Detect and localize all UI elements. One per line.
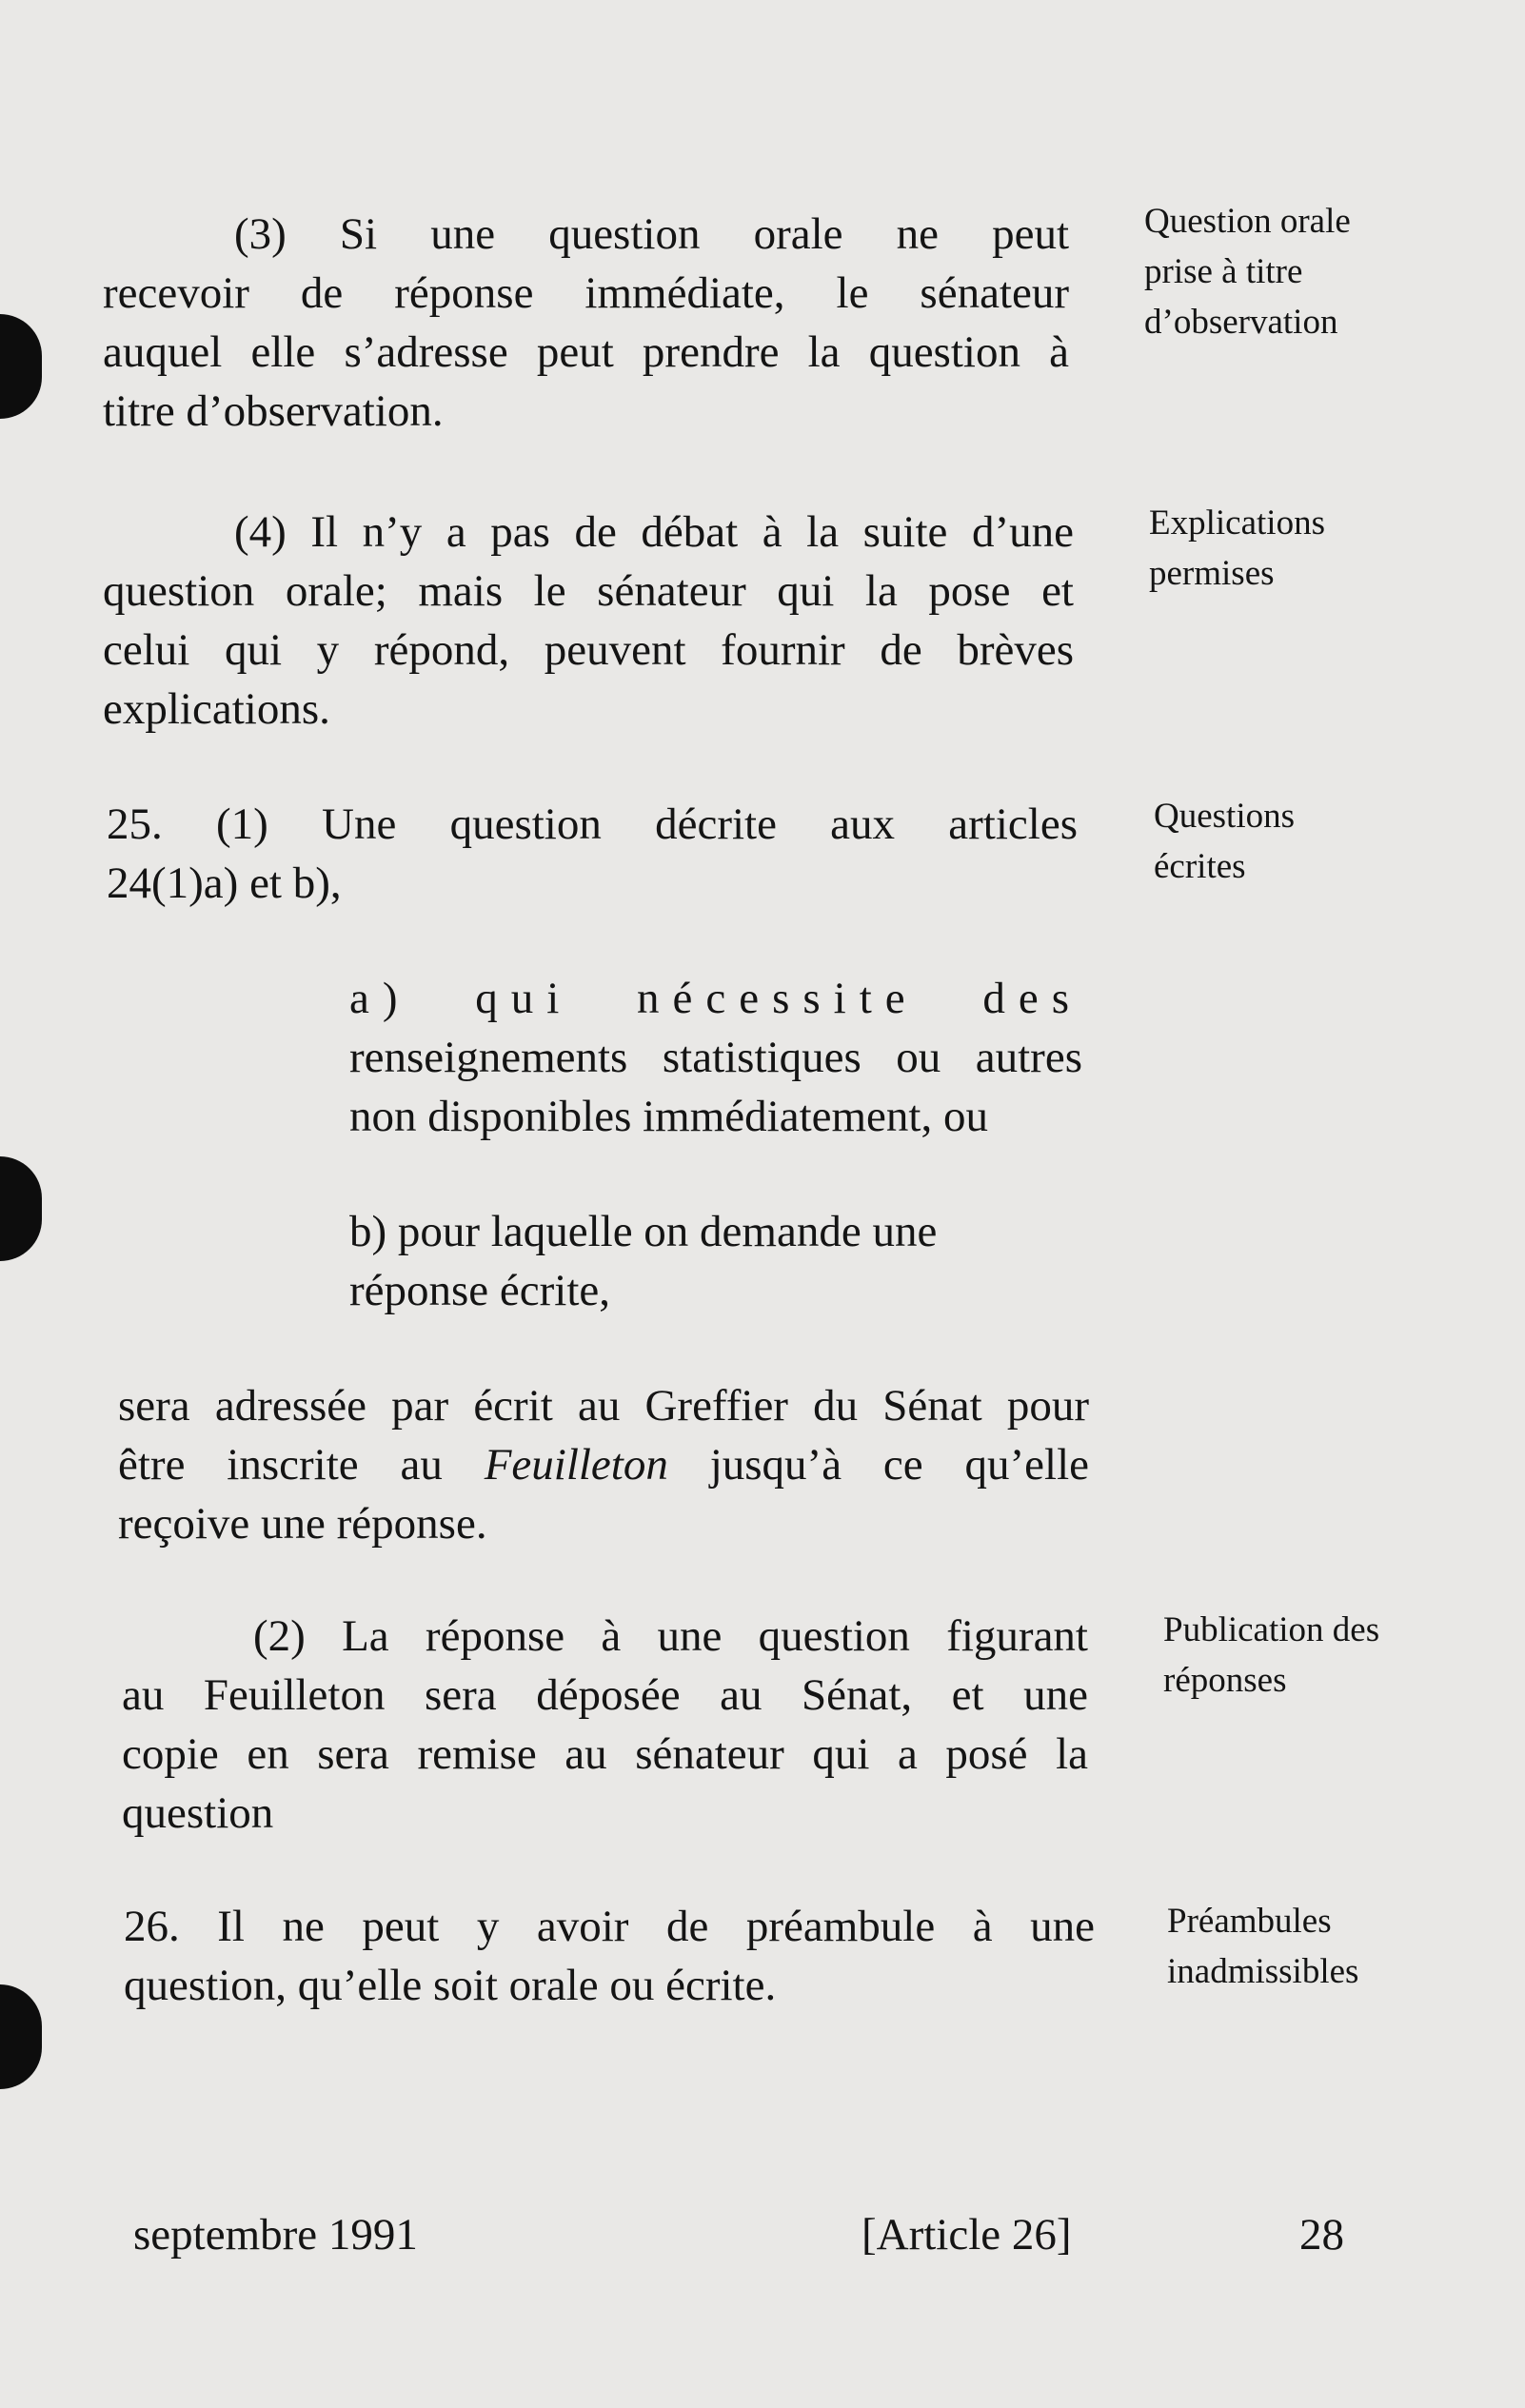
margin-note-line: écrites — [1154, 847, 1246, 886]
text-line: 26. Il ne peut y avoir de préambule à une — [124, 1902, 1095, 1951]
margin-note-line: d’observation — [1144, 303, 1338, 342]
paragraph-25-1-a — [349, 969, 1082, 1146]
text-line: explications. — [103, 684, 330, 734]
text-line: renseignements statistiques ou autres — [349, 1033, 1082, 1082]
binder-hole — [0, 1156, 42, 1261]
margin-note-line: prise à titre — [1144, 252, 1303, 291]
paragraph-26 — [124, 1897, 1095, 2015]
text-line — [118, 1435, 1089, 1494]
paragraph-24-3 — [103, 205, 1069, 441]
footer-page-number: 28 — [1299, 2210, 1344, 2260]
text-line: celui qui y répond, peuvent fournir de brèves — [103, 625, 1074, 675]
margin-note-line: Questions — [1154, 797, 1295, 836]
emphasis-feuilleton: Feuilleton — [484, 1440, 668, 1490]
paragraph-25-1-closing — [118, 1376, 1089, 1553]
margin-note-publication — [1163, 1605, 1379, 1706]
text-line: titre d’observation. — [103, 386, 444, 436]
text-line: non disponibles immédiatement, ou — [349, 1092, 988, 1141]
margin-note-line: réponses — [1163, 1661, 1287, 1700]
paragraph-25-2 — [122, 1607, 1088, 1843]
margin-note-preambules — [1167, 1896, 1358, 1997]
text-line: au Feuilleton sera déposée au Sénat, et une — [122, 1670, 1088, 1720]
text-line: auquel elle s’adresse peut prendre la question à — [103, 327, 1069, 377]
margin-note-explications — [1149, 498, 1325, 599]
text-line: réponse écrite, — [349, 1266, 611, 1315]
text-line: sera adressée par écrit au Greffier du Sénat pour — [118, 1381, 1089, 1431]
margin-note-questions-ecrites — [1154, 791, 1295, 892]
text-line: (2) La réponse à une question figurant — [253, 1611, 1088, 1661]
text-line: a) qui nécessite des — [349, 974, 1082, 1023]
text-line: b) pour laquelle on demande une — [349, 1207, 938, 1256]
margin-note-line: Question orale — [1144, 202, 1351, 241]
paragraph-25-1-b — [349, 1202, 1082, 1320]
binder-hole — [0, 1984, 42, 2089]
text-line: (4) Il n’y a pas de débat à la suite d’une — [234, 507, 1074, 557]
text-line: question, qu’elle soit orale ou écrite. — [124, 1961, 777, 2010]
text-line: question orale; mais le sénateur qui la pose et — [103, 566, 1074, 616]
margin-note-line: Publication des — [1163, 1610, 1380, 1649]
paragraph-24-4 — [103, 503, 1074, 739]
paragraph-25-1 — [107, 795, 1078, 913]
margin-note-line: Explications — [1149, 503, 1325, 543]
footer-article: [Article 26] — [862, 2210, 1072, 2260]
text-line: question — [122, 1788, 274, 1838]
text-line: copie en sera remise au sénateur qui a posé la — [122, 1729, 1088, 1779]
text-line: 25. (1) Une question décrite aux articles — [107, 799, 1078, 849]
margin-note-line: permises — [1149, 554, 1275, 593]
text-line: 24(1)a) et b), — [107, 859, 342, 908]
footer-date: septembre 1991 — [133, 2210, 418, 2260]
text-line: recevoir de réponse immédiate, le sénateur — [103, 268, 1069, 318]
margin-note-line: Préambules — [1167, 1902, 1332, 1941]
text-segment: jusqu’à ce qu’elle — [667, 1440, 1089, 1490]
margin-note-line: inadmissibles — [1167, 1952, 1359, 1991]
text-segment: être inscrite au — [118, 1440, 485, 1490]
text-line: reçoive une réponse. — [118, 1499, 487, 1549]
binder-hole — [0, 314, 42, 419]
margin-note-question-orale — [1144, 196, 1351, 347]
text-line: (3) Si une question orale ne peut — [234, 209, 1069, 259]
